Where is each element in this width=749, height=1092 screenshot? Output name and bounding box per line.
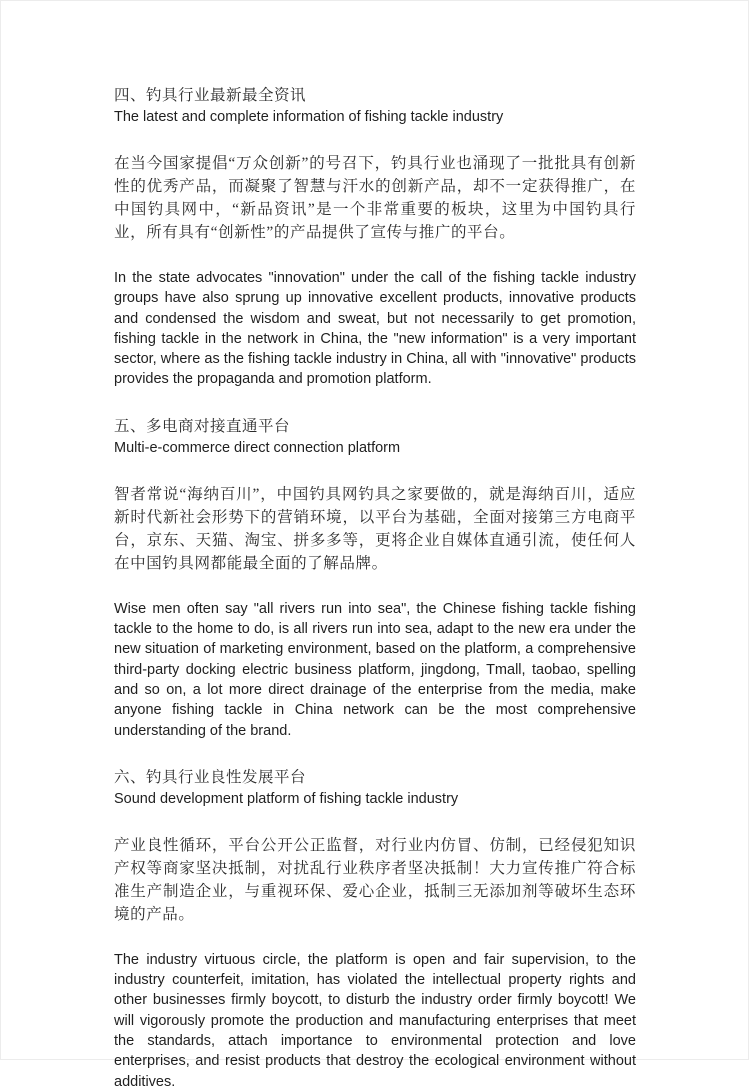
section-ecommerce-platform: [114, 416, 636, 741]
section-heading-en: Multi-e-commerce direct connection platform: [114, 439, 401, 456]
section-heading-block: [114, 416, 636, 459]
section-fishing-tackle-info: [114, 85, 636, 390]
section-heading-block: [114, 767, 636, 810]
paragraph-zh: 产业良性循环，平台公开公正监督，对行业内仿冒、仿制，已经侵犯知识产权等商家坚决抵制，对扰乱行业秩序者坚决抵制！大力宣传推广符合标准生产制造企业，与重视环保、爱心企业，抵制三无添加剂等破坏生态环境的产品。: [114, 836, 636, 923]
paragraph-en: Wise men often say "all rivers run into sea", the Chinese fishing tackle fishing tackle to the home to do, is all rivers run into sea, adapt to the new era under the new situation of marketing environment, based on the platform, a comprehensive third-party docking electric business platform, jingdong, Tmall, taobao, spelling and so on, a lot more direct drainage of the enterprise from the media, make anyone fishing tackle in China network can be the most comprehensive understanding of the brand.: [114, 600, 636, 739]
paragraph-zh: 智者常说“海纳百川”，中国钓具网钓具之家要做的，就是海纳百川，适应新时代新社会形势下的营销环境，以平台为基础，全面对接第三方电商平台，京东、天猫、淘宝、拼多多等，更将企业自媒体直通引流，使任何人在中国钓具网都能最全面的了解品牌。: [114, 485, 636, 572]
section-heading-en: Sound development platform of fishing tackle industry: [114, 790, 459, 807]
section-heading-zh: 四、钓具行业最新最全资讯: [114, 87, 307, 104]
section-heading-block: [114, 85, 636, 128]
section-heading-zh: 五、多电商对接直通平台: [114, 417, 291, 435]
section-sound-development: [114, 767, 636, 1092]
paragraph-en: The industry virtuous circle, the platform is open and fair supervision, to the industry counterfeit, imitation, has violated the intellectual property rights and other businesses firmly boycott, to disturb the industry order firmly boycott! We will vigorously promote the production and manufacturing enterprises that meet the standards, attach importance to environmental protection and love enterprises, and resist products that destroy the ecological environment without additives.: [114, 951, 636, 1090]
section-heading-zh: 六、钓具行业良性发展平台: [114, 768, 307, 786]
paragraph-zh: 在当今国家提倡“万众创新”的号召下，钓具行业也涌现了一批批具有创新性的优秀产品，而凝聚了智慧与汗水的创新产品，却不一定获得推广，在中国钓具网中，“新品资讯”是一个非常重要的板块，这里为中国钓具行业，所有具有“创新性”的产品提供了宣传与推广的平台。: [114, 155, 636, 241]
paragraph-en: In the state advocates "innovation" under the call of the fishing tackle industry groups have also sprung up innovative excellent products, innovative products and condensed the wisdom and sweat, but not necessarily to get promotion, fishing tackle in the network in China, the "new information" is a very important sector, where as the fishing tackle industry in China, all with "innovative" products provides the propaganda and promotion platform.: [114, 270, 636, 388]
section-heading-en: The latest and complete information of fishing tackle industry: [114, 109, 504, 125]
